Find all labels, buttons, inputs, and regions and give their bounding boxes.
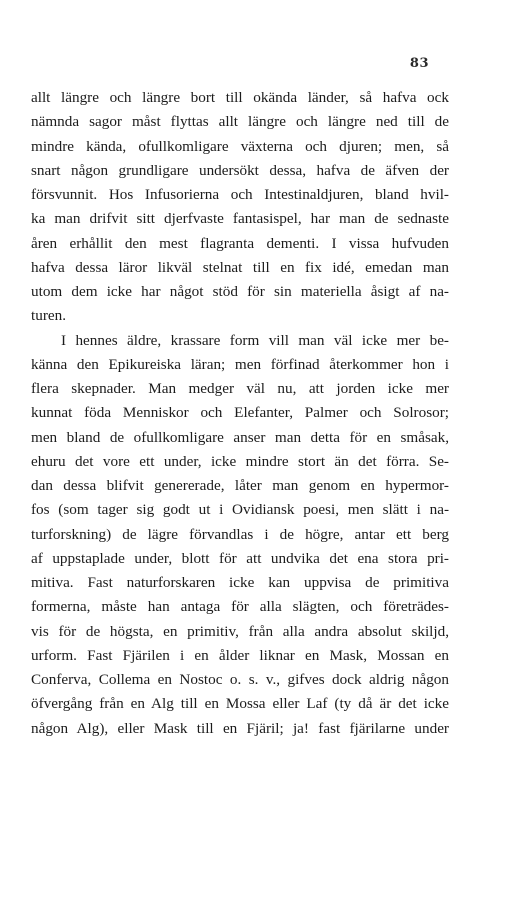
text-line: hafva dessa läror likväl stelnat till en fix idé, emedan man — [31, 258, 449, 276]
text-line: ehuru det vore ett under, icke mindre stort än det förra. Se- — [31, 452, 449, 470]
text-line: af uppstaplade under, blott för att undvika det ena stora pri- — [31, 549, 449, 567]
text-line: nämnda sagor måst flyttas allt längre och längre ned till de — [31, 113, 449, 131]
text-line: mitiva. Fast naturforskaren icke kan uppvisa de primitiva — [31, 574, 449, 591]
text-line: utom dem icke har något stöd för sin materiella åsigt af na- — [31, 283, 449, 300]
text-line: kunnat föda Menniskor och Elefanter, Palmer och Solrosor; — [31, 404, 449, 422]
text-line: allt längre och längre bort till okända länder, så hafva ock — [31, 89, 449, 106]
paragraph — [31, 86, 449, 329]
paragraph — [31, 329, 449, 741]
text-line: vis för de högsta, en primitiv, från alla andra absolut skiljd, — [31, 622, 449, 640]
body-text — [31, 86, 449, 741]
text-line: öfvergång från en Alg till en Mossa eller Laf (ty då är det icke — [31, 695, 449, 713]
text-line: åren erhållit den mest flagranta dementi. I vissa hufvuden — [31, 234, 449, 252]
page-number: 83 — [409, 56, 429, 71]
text-line: I hennes äldre, krassare form vill man väl icke mer be- — [61, 331, 449, 349]
text-line: turforskning) de lägre förvandlas i de högre, antar ett berg — [31, 525, 449, 543]
text-line: någon Alg), eller Mask till en Fjäril; ja! fast fjärilarne under — [31, 719, 449, 737]
text-line: försvunnit. Hos Infusorierna och Intestinaldjuren, bland hvil- — [31, 186, 449, 203]
text-line: fos (som tager sig godt ut i Ovidiansk poesi, men slätt i na- — [31, 501, 449, 519]
text-line: snart någon grundligare undersökt dessa, hafva de äfven der — [31, 161, 449, 179]
text-line: känna den Epikureiska läran; men förfinad återkommer hon i — [31, 355, 449, 373]
text-line: dan dessa blifvit genererade, låter man genom en hypermor- — [31, 477, 449, 494]
text-line: ka man drifvit sitt djerfvaste fantasispel, har man de sednaste — [31, 210, 449, 228]
text-line: flera skepnader. Man medger väl nu, att jorden icke mer — [31, 380, 449, 397]
text-line: mindre kända, ofullkomligare växterna och djuren; men, så — [31, 137, 449, 155]
text-line: turen. — [31, 307, 67, 325]
text-line: urform. Fast Fjärilen i en ålder liknar en Mask, Mossan en — [31, 646, 449, 664]
text-line: men bland de ofullkomligare anser man detta för en småsak, — [31, 428, 449, 446]
text-line: formerna, måste han antaga för alla slägten, och företrädes- — [31, 598, 449, 616]
text-line: Conferva, Collema en Nostoc o. s. v., gifves dock aldrig någon — [31, 671, 449, 688]
